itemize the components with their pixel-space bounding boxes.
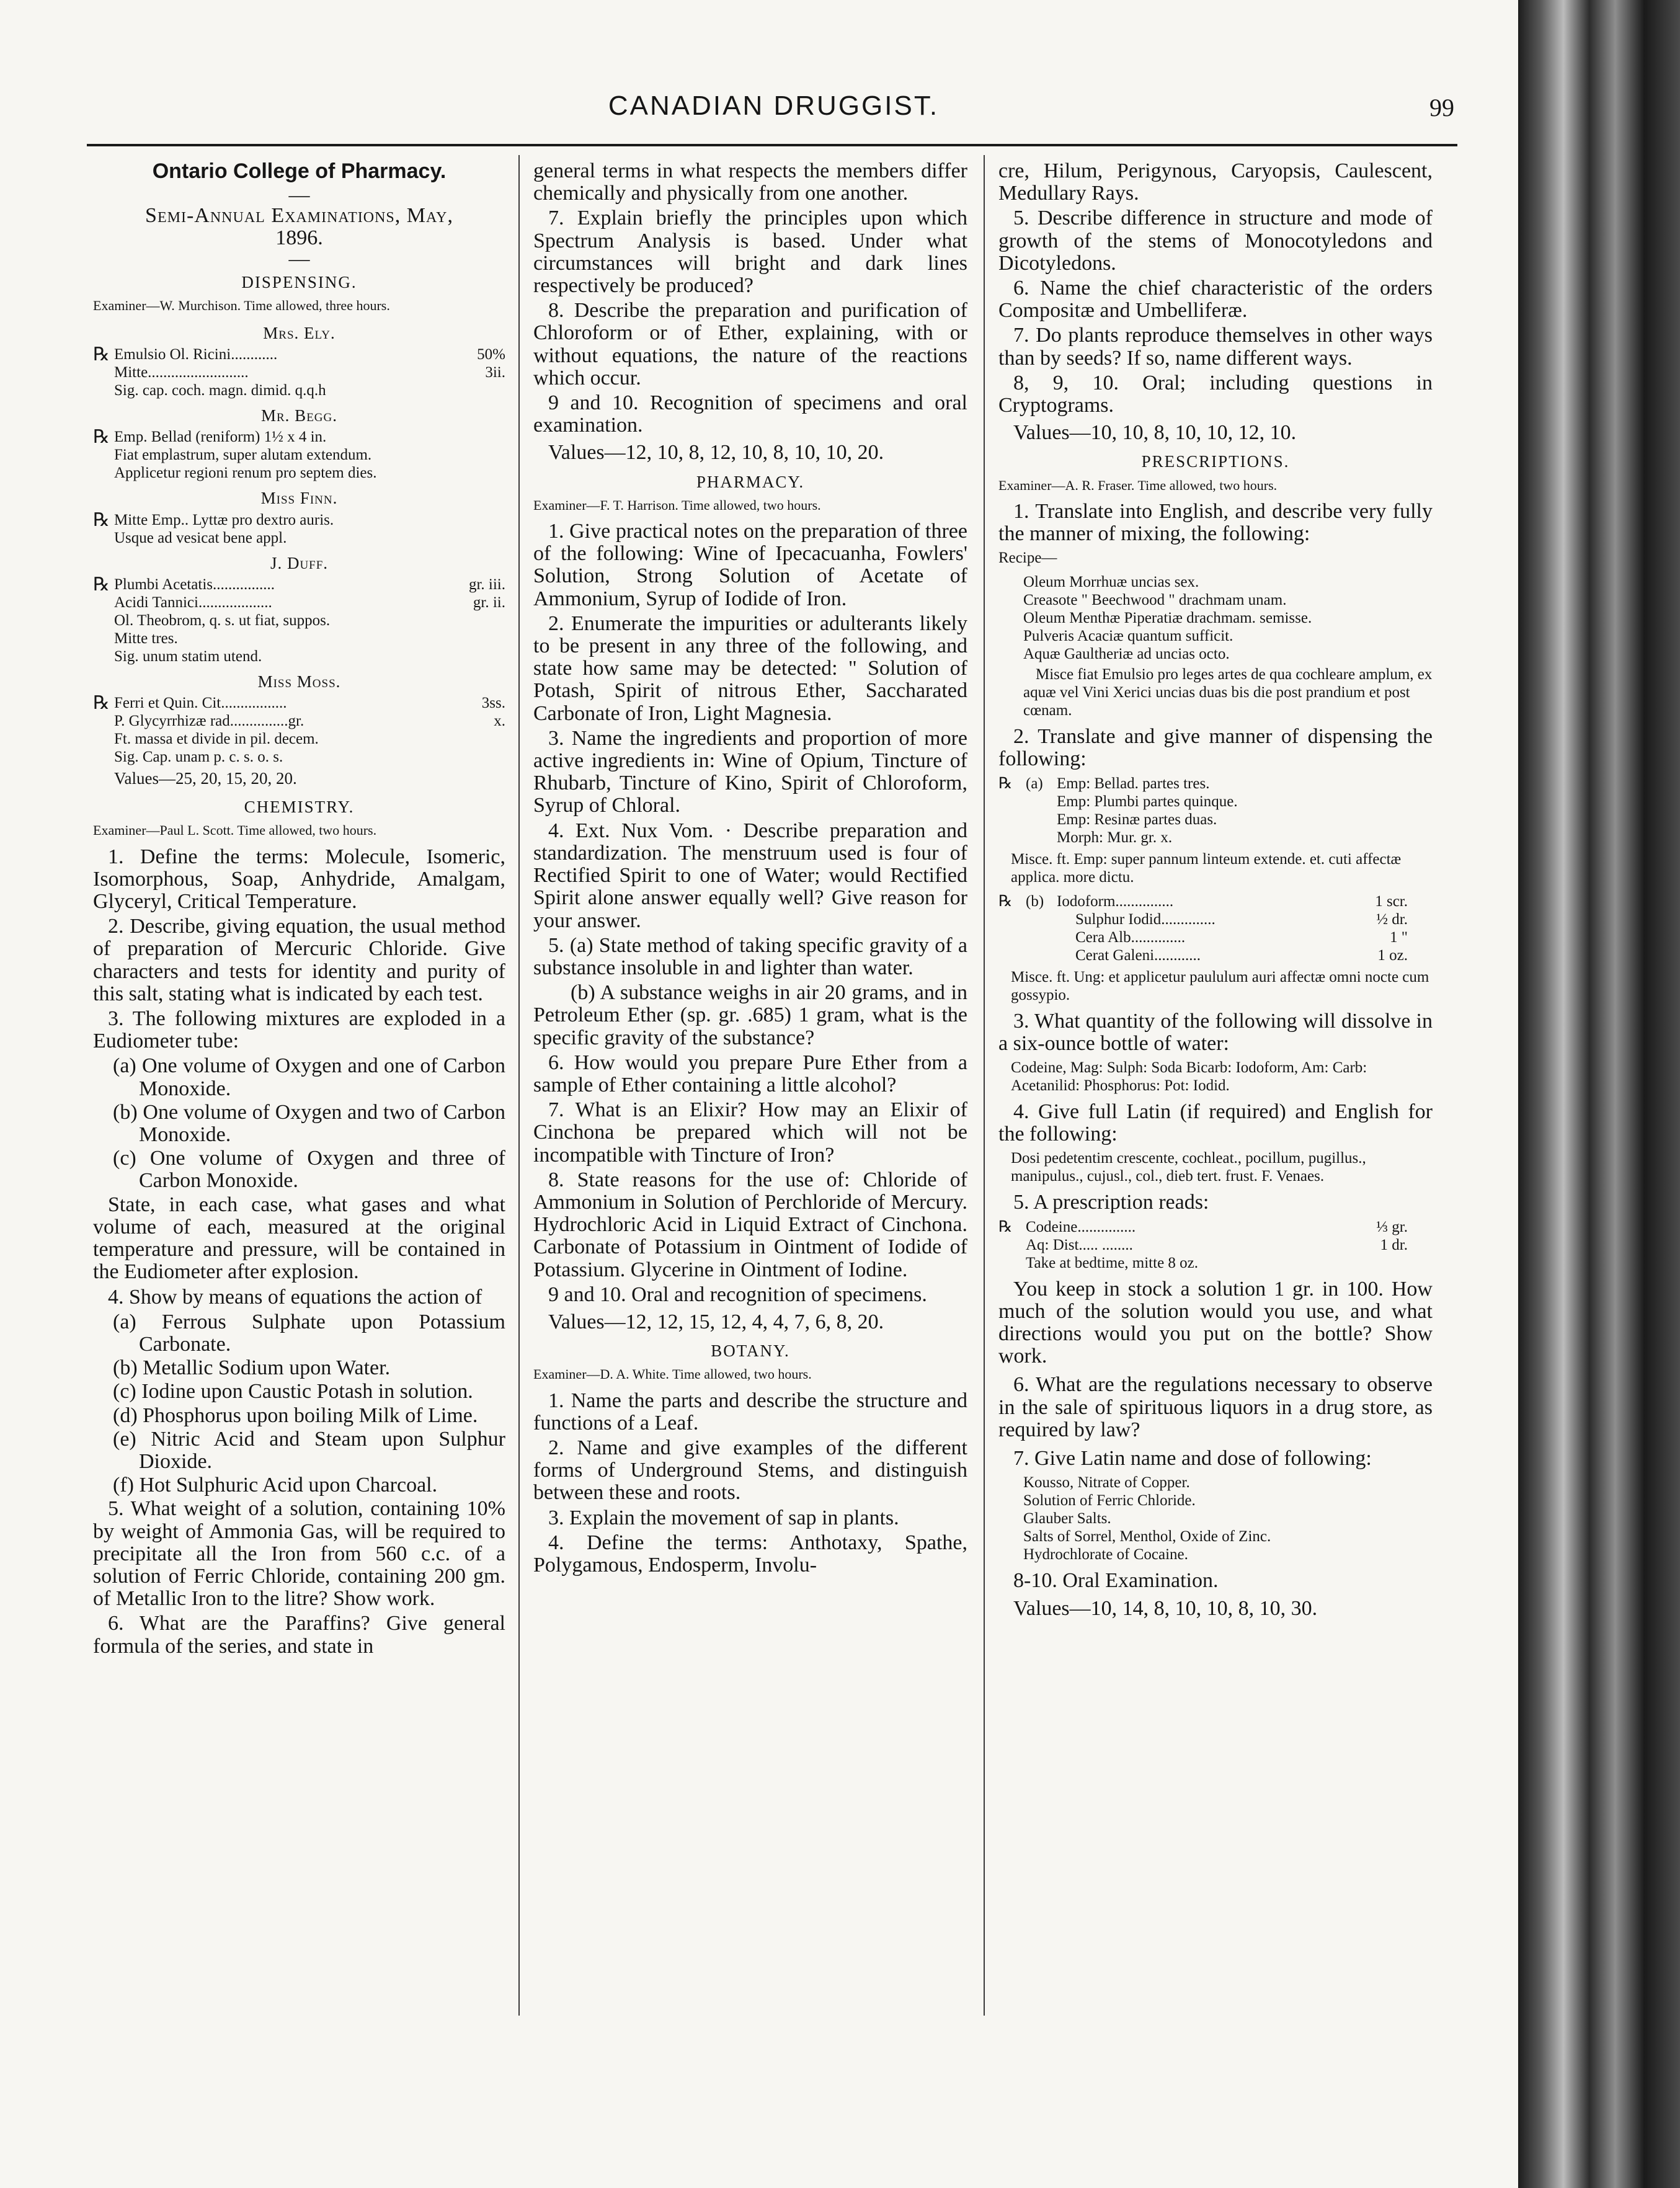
latin-recipe [1023, 573, 1433, 719]
prescription [998, 892, 1433, 964]
page-header [93, 86, 1454, 141]
question: 1. Name the parts and describe the structure and functions of a Leaf. [533, 1389, 967, 1434]
dash: — [288, 247, 310, 270]
rx-dose: ½ dr. [1376, 910, 1408, 928]
rx-line: Sulphur Iodid.............. [1075, 910, 1216, 928]
patient-name: J. Duff. [270, 553, 329, 572]
rx-line: Codeine............... [1026, 1218, 1136, 1235]
recipe-line: Creasote " Beechwood " drachmam unam. [1023, 592, 1287, 609]
dash: — [288, 184, 310, 207]
question-list: Codeine, Mag: Sulph: Soda Bicarb: Iodoform, Am: Carb: Acetanilid: Phosphorus: Pot: Iodid. [1011, 1059, 1367, 1095]
rx-line: P. Glycyrrhizæ rad...............gr. [114, 713, 304, 730]
rx-dose: 50% [477, 346, 505, 363]
question: 6. Name the chief characteristic of the orders Compositæ and Umbelliferæ. [998, 277, 1433, 322]
values-line: Values—12, 12, 15, 12, 4, 4, 7, 6, 8, 20. [548, 1310, 884, 1333]
rx-line: Ol. Theobrom, q. s. ut fiat, suppos. [114, 611, 331, 629]
patient-name: Mrs. Ely. [263, 324, 336, 343]
question-list: Dosi pedetentim crescente, cochleat., pocillum, pugillus., manipulus., cujusl., col., dieb tert. frust. F. Venaes. [1011, 1150, 1366, 1185]
question: 4. Ext. Nux Vom. · Describe preparation and standardization. The menstruum used is four of Rectified Spirit to one of Water; would Rectified Spirit alone answer equally well? Give reason for your answer. [533, 819, 967, 932]
rx-part-label: (a) [1026, 775, 1043, 792]
question: 6. How would you prepare Pure Ether from a sample of Ether containing a little alcohol? [533, 1051, 967, 1096]
question: State, in each case, what gases and what volume of each, measured at the original temperature and pressure, will be contained in the Eudiometer after explosion. [93, 1193, 505, 1284]
rx-symbol: ℞ [998, 1218, 1013, 1235]
question-option: (b) One volume of Oxygen and two of Carbon Monoxide. [113, 1100, 505, 1147]
question: 5. (a) State method of taking specific gravity of a substance insoluble in and lighter than water. [533, 933, 967, 979]
question: 5. A prescription reads: [1013, 1191, 1209, 1214]
question: (b) A substance weighs in air 20 grams, and in Petroleum Ether (sp. gr. .685) 1 gram, what is the specific gravity of the substance? [533, 981, 967, 1049]
rx-symbol: ℞ [998, 892, 1013, 910]
rx-line: Sig. unum statim utend. [114, 647, 262, 665]
recipe-label: Recipe— [998, 549, 1057, 567]
college-heading: Ontario College of Pharmacy. [152, 159, 447, 183]
recipe-line: Misce fiat Emulsio pro leges artes de qua cochleare amplum, ex aquæ vel Vini Xerici uncias duas bis die post prandium et post cœnam. [1023, 666, 1433, 719]
question: 7. Do plants reproduce themselves in other ways than by seeds? If so, name different ways. [998, 324, 1433, 370]
rx-line: Ft. massa et divide in pil. decem. [114, 731, 319, 748]
question: 7. What is an Elixir? How may an Elixir of Cinchona be prepared which will not be incompatible with Tincture of Iron? [533, 1098, 967, 1167]
rx-line: Emulsio Ol. Ricini............ [114, 346, 278, 363]
rx-symbol: ℞ [93, 693, 110, 714]
question: 1. Define the terms: Molecule, Isomeric, Isomorphous, Soap, Anhydride, Amalgam, Glyceryl, Critical Temperature. [93, 845, 505, 914]
question: 3. Name the ingredients and proportion of more active ingredients in: Wine of Opium, Tincture of Rhubarb, Tincture of Kino, Spirit of Chloroform, Syrup of Chloral. [533, 726, 967, 817]
question: 8, 9, 10. Oral; including questions in Cryptograms. [998, 371, 1433, 417]
column-rule [518, 155, 520, 2016]
question-option: (e) Nitric Acid and Steam upon Sulphur Dioxide. [113, 1427, 505, 1473]
running-title: CANADIAN DRUGGIST. [608, 91, 940, 121]
section-heading-prescriptions: PRESCRIPTIONS. [1141, 452, 1290, 471]
question: 3. What quantity of the following will dissolve in a six-ounce bottle of water: [998, 1009, 1433, 1055]
prescription [93, 694, 505, 766]
question: 4. Define the terms: Anthotaxy, Spathe, Polygamous, Endosperm, Involu- [533, 1531, 967, 1577]
question-option: (f) Hot Sulphuric Acid upon Charcoal. [113, 1474, 438, 1497]
rx-dose: x. [494, 713, 505, 730]
rx-dose: 1 oz. [1377, 946, 1408, 964]
recipe-line: Aquæ Gaultheriæ ad uncias octo. [1023, 646, 1230, 663]
question: 9 and 10. Oral and recognition of specimens. [548, 1283, 927, 1306]
rx-note: Misce. ft. Emp: super pannum linteum extende. et. cuti affectæ applica. more dictu. [1011, 850, 1402, 886]
question: 6. What are the Paraffins? Give general formula of the series, and state in [93, 1612, 505, 1658]
prescription [998, 1218, 1433, 1272]
recipe-line: Pulveris Acaciæ quantum sufficit. [1023, 628, 1233, 645]
question: You keep in stock a solution 1 gr. in 100. How much of the solution would you use, and what directions would you put on the bottle? Show work. [998, 1277, 1433, 1368]
column-rule [984, 155, 985, 2016]
rx-line: Fiat emplastrum, super alutam extendum. [114, 447, 372, 464]
rx-note: Misce. ft. Ung: et applicetur paululum auri affectæ omni nocte cum gossypio. [1011, 968, 1429, 1003]
patient-name: Mr. Begg. [261, 406, 337, 425]
rx-dose: 3ss. [481, 695, 505, 712]
exam-year: 1896. [275, 226, 323, 250]
question: 1. Give practical notes on the preparation of three of the following: Wine of Ipecacuanha, Fowlers' Solution, Strong Solution of Acetate of Ammonium, Syrup of Iodide of Iron. [533, 520, 967, 610]
question-option: (c) One volume of Oxygen and three of Carbon Monoxide. [113, 1147, 505, 1193]
section-heading-dispensing: DISPENSING. [241, 272, 357, 291]
prescription [93, 428, 505, 482]
question: 8. Describe the preparation and purification of Chloroform or of Ether, explaining, with or without equations, the nature of the reactions which occur. [533, 299, 967, 389]
prescription [93, 511, 505, 547]
rx-dose: 1 dr. [1380, 1236, 1408, 1253]
rx-dose: 1 scr. [1375, 892, 1408, 910]
rx-line: Mitte Emp.. Lyttæ pro dextro auris. [114, 511, 334, 528]
rx-line: Usque ad vesicat bene appl. [114, 529, 287, 546]
rx-part-label: (b) [1026, 892, 1044, 910]
question-option: (b) Metallic Sodium upon Water. [113, 1356, 391, 1380]
list-item: Glauber Salts. [1023, 1510, 1111, 1528]
question: 4. Give full Latin (if required) and English for the following: [998, 1100, 1433, 1146]
column-2 [533, 160, 967, 1579]
prescription [93, 576, 505, 665]
question: 7. Explain briefly the principles upon which Spectrum Analysis is based. Under what circumstances will bright and dark lines respectively be produced? [533, 207, 967, 298]
rx-line: Mitte.......................... [114, 364, 249, 381]
question-option: (d) Phosphorus upon boiling Milk of Lime. [113, 1403, 478, 1427]
rx-line: Emp: Bellad. partes tres. [1057, 775, 1210, 792]
exam-title: Semi-Annual Examinations, May, [145, 204, 453, 228]
rx-line: Morph: Mur. gr. x. [1057, 829, 1173, 846]
rx-dose: gr. iii. [468, 576, 505, 593]
rx-line: Cerat Galeni............ [1075, 946, 1201, 964]
question: 8. State reasons for the use of: Chloride of Ammonium in Solution of Perchloride of Mercury. Hydrochloric Acid in Liquid Extract of Cinchona. Carbonate of Potassium in Ointment of Iodide of Potassium. Glycerine in Ointment of Iodine. [533, 1168, 967, 1281]
page-number: 99 [1429, 94, 1454, 122]
rx-line: Ferri et Quin. Cit................. [114, 695, 287, 712]
question-continued: cre, Hilum, Perigynous, Caryopsis, Caulescent, Medullary Rays. [998, 159, 1433, 205]
recipe-line: Oleum Morrhuæ uncias sex. [1023, 574, 1199, 591]
examiner-line: Examiner—A. R. Fraser. Time allowed, two hours. [998, 477, 1278, 493]
rx-dose: ⅓ gr. [1376, 1218, 1408, 1235]
rx-line: Emp: Plumbi partes quinque. [1057, 793, 1238, 810]
recipe-line: Oleum Menthæ Piperatiæ drachmam. semisse. [1023, 610, 1312, 627]
patient-name: Miss Finn. [260, 489, 338, 508]
examiner-line: Examiner—F. T. Harrison. Time allowed, two hours. [533, 497, 821, 513]
rx-dose: gr. ii. [473, 594, 505, 611]
examiner-line: Examiner—W. Murchison. Time allowed, three hours. [93, 297, 390, 313]
list-item: Salts of Sorrel, Menthol, Oxide of Zinc. [1023, 1528, 1271, 1545]
question-option: (a) One volume of Oxygen and one of Carbon Monoxide. [113, 1054, 505, 1100]
list-item: Hydrochlorate of Cocaine. [1023, 1546, 1188, 1563]
rx-line: Take at bedtime, mitte 8 oz. [1026, 1254, 1199, 1271]
question-continued: general terms in what respects the members differ chemically and physically from one another. [533, 159, 967, 205]
rx-dose: 3ii. [485, 364, 505, 381]
rx-symbol: ℞ [998, 775, 1013, 792]
values-line: Values—25, 20, 15, 20, 20. [114, 769, 297, 788]
question: 5. What weight of a solution, containing 10% by weight of Ammonia Gas, will be required to precipitate all the Iron from 560 c.c. of a solution of Ferric Chloride, containing 200 gm. of Metallic Iron to the litre? Show work. [93, 1497, 505, 1611]
question: 9 and 10. Recognition of specimens and oral examination. [533, 391, 967, 437]
section-heading-pharmacy: PHARMACY. [696, 472, 805, 491]
list-item: Solution of Ferric Chloride. [1023, 1492, 1196, 1510]
question: 6. What are the regulations necessary to observe in the sale of spirituous liquors in a drug store, as required by law? [998, 1373, 1433, 1441]
question-list [1023, 1474, 1433, 1563]
question-option: (c) Iodine upon Caustic Potash in solution. [113, 1380, 473, 1403]
section-heading-botany: BOTANY. [711, 1341, 790, 1361]
rx-symbol: ℞ [93, 427, 110, 448]
values-line: Values—10, 10, 8, 10, 10, 12, 10. [1013, 421, 1297, 445]
question: 2. Enumerate the impurities or adulterants likely to be present in any three of the following, and state how same may be detected: " Solution of Potash, Spirit of nitrous Ether, Saccharated Carbonate of Iron, Light Magnesia. [533, 611, 967, 725]
examiner-line: Examiner—Paul L. Scott. Time allowed, two hours. [93, 822, 377, 838]
column-1 [93, 160, 505, 1660]
rx-line: Applicetur regioni renum pro septem dies. [114, 465, 377, 482]
rx-line: Plumbi Acetatis................ [114, 576, 275, 593]
question: 2. Describe, giving equation, the usual method of preparation of Mercuric Chloride. Give characters and tests for identity and purity of this salt, stating what is indicated by each test. [93, 915, 505, 1005]
column-3 [998, 160, 1433, 1626]
question: 4. Show by means of equations the action of [108, 1285, 482, 1309]
rx-line: Emp: Resinæ partes duas. [1057, 811, 1217, 828]
rx-line: Acidi Tannici................... [114, 594, 272, 611]
section-heading-chemistry: CHEMISTRY. [244, 798, 355, 817]
rx-dose: 1 " [1390, 928, 1408, 946]
rx-line: Aq: Dist..... ........ [1026, 1236, 1133, 1253]
question-option: (a) Ferrous Sulphate upon Potassium Carbonate. [113, 1310, 505, 1356]
question: 3. The following mixtures are exploded in a Eudiometer tube: [93, 1007, 505, 1053]
question: 8-10. Oral Examination. [1013, 1569, 1219, 1593]
question: 2. Name and give examples of the different forms of Underground Stems, and distinguish between these and roots. [533, 1436, 967, 1505]
rx-line: Iodoform............... [1057, 892, 1174, 910]
question: 2. Translate and give manner of dispensing the following: [998, 725, 1433, 771]
header-rule [87, 144, 1457, 146]
values-line: Values—12, 10, 8, 12, 10, 8, 10, 10, 20. [548, 441, 884, 465]
examiner-line: Examiner—D. A. White. Time allowed, two hours. [533, 1366, 812, 1382]
rx-line: Mitte tres. [114, 629, 178, 647]
rx-line: Sig. Cap. unam p. c. s. o. s. [114, 749, 283, 766]
prescription [93, 345, 505, 399]
prescription [998, 775, 1433, 847]
rx-symbol: ℞ [93, 344, 110, 365]
list-item: Kousso, Nitrate of Copper. [1023, 1474, 1190, 1492]
patient-name: Miss Moss. [257, 672, 341, 691]
values-line: Values—10, 14, 8, 10, 10, 8, 10, 30. [1013, 1596, 1318, 1620]
question: 3. Explain the movement of sap in plants. [548, 1506, 899, 1529]
question: 7. Give Latin name and dose of following: [1013, 1447, 1372, 1470]
rx-symbol: ℞ [93, 574, 110, 595]
rx-symbol: ℞ [93, 509, 110, 530]
scan-edge [1518, 0, 1680, 2188]
rx-line: Sig. cap. coch. magn. dimid. q.q.h [114, 382, 326, 399]
rx-line: Cera Alb.............. [1075, 928, 1186, 946]
rx-line: Emp. Bellad (reniform) 1½ x 4 in. [114, 429, 327, 446]
question: 1. Translate into English, and describe very fully the manner of mixing, the following: [998, 499, 1433, 546]
question: 5. Describe difference in structure and mode of growth of the stems of Monocotyledons and Dicotyledons. [998, 207, 1433, 275]
